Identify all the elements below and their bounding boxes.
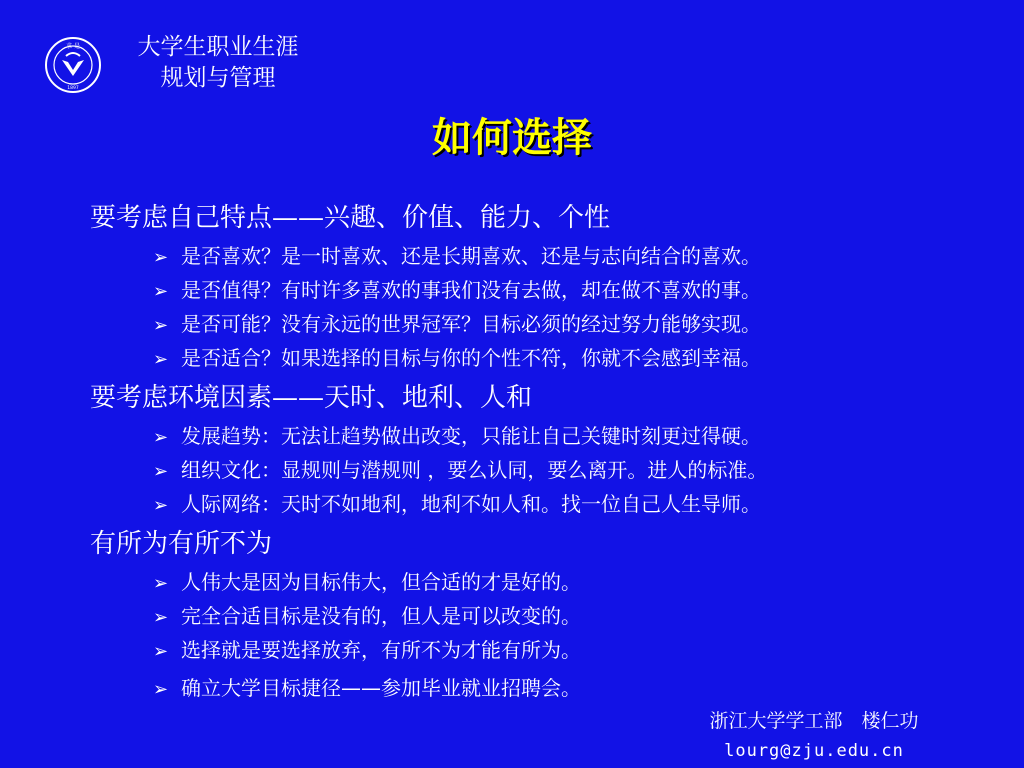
bullet-arrow-icon: ➢ — [153, 281, 169, 302]
bullet-item — [90, 634, 990, 668]
section-heading-self: 要考虑自己特点——兴趣、价值、能力、个性 — [90, 203, 611, 233]
bullet-item — [90, 274, 990, 308]
bullet-text: 选择就是要选择放弃，有所不为才能有所为。 — [181, 638, 581, 662]
bullet-arrow-icon: ➢ — [153, 573, 169, 594]
bullet-arrow-icon: ➢ — [153, 495, 169, 516]
bullet-text: 人伟大是因为目标伟大，但合适的才是好的。 — [181, 570, 581, 594]
bullet-arrow-icon: ➢ — [153, 349, 169, 370]
bullet-item — [90, 600, 990, 634]
bullet-arrow-icon: ➢ — [153, 607, 169, 628]
bullet-arrow-icon: ➢ — [153, 427, 169, 448]
bullet-item — [90, 240, 990, 274]
bullet-item — [90, 308, 990, 342]
bullet-item — [90, 488, 990, 522]
bullet-arrow-icon: ➢ — [153, 461, 169, 482]
bullet-arrow-icon: ➢ — [153, 247, 169, 268]
bullet-item — [90, 342, 990, 376]
svg-text:求 是: 求 是 — [66, 43, 80, 50]
footer-email: lourg@zju.edu.cn — [724, 741, 904, 761]
section-heading-environment: 要考虑环境因素——天时、地利、人和 — [90, 383, 533, 413]
footer-credit — [686, 706, 942, 766]
course-title-line1: 大学生职业生涯 — [137, 34, 299, 60]
zhejiang-university-emblem-icon — [44, 36, 102, 94]
slide-title: 如何选择 — [432, 114, 592, 161]
bullet-text: 组织文化：显规则与潜规则 ，要么认同，要么离开。进人的标准。 — [181, 458, 768, 482]
bullet-arrow-icon: ➢ — [153, 315, 169, 336]
bullet-text: 完全合适目标是没有的，但人是可以改变的。 — [181, 604, 581, 628]
bullet-item — [90, 420, 990, 454]
slide-content — [90, 196, 990, 706]
course-title — [110, 32, 326, 94]
bullet-arrow-icon: ➢ — [153, 679, 169, 700]
section-heading-choice: 有所为有所不为 — [90, 529, 273, 559]
bullet-text: 是否适合？如果选择的目标与你的个性不符，你就不会感到幸福。 — [181, 346, 761, 370]
bullet-text: 是否喜欢？是一时喜欢、还是长期喜欢、还是与志向结合的喜欢。 — [181, 244, 761, 268]
bullet-text: 是否可能？没有永远的世界冠军？目标必须的经过努力能够实现。 — [181, 312, 761, 336]
svg-text:1897: 1897 — [67, 86, 79, 91]
bullet-text: 确立大学目标捷径——参加毕业就业招聘会。 — [181, 676, 581, 700]
course-title-line2: 规划与管理 — [160, 65, 276, 91]
bullet-arrow-icon: ➢ — [153, 641, 169, 662]
bullet-text: 是否值得？有时许多喜欢的事我们没有去做，却在做不喜欢的事。 — [181, 278, 761, 302]
footer-org: 浙江大学学工部 楼仁功 — [709, 710, 919, 732]
bullet-item — [90, 672, 990, 706]
bullet-text: 发展趋势：无法让趋势做出改变，只能让自己关键时刻更过得硬。 — [181, 424, 761, 448]
bullet-item — [90, 566, 990, 600]
bullet-text: 人际网络：天时不如地利，地利不如人和。找一位自己人生导师。 — [181, 492, 761, 516]
bullet-item — [90, 454, 990, 488]
